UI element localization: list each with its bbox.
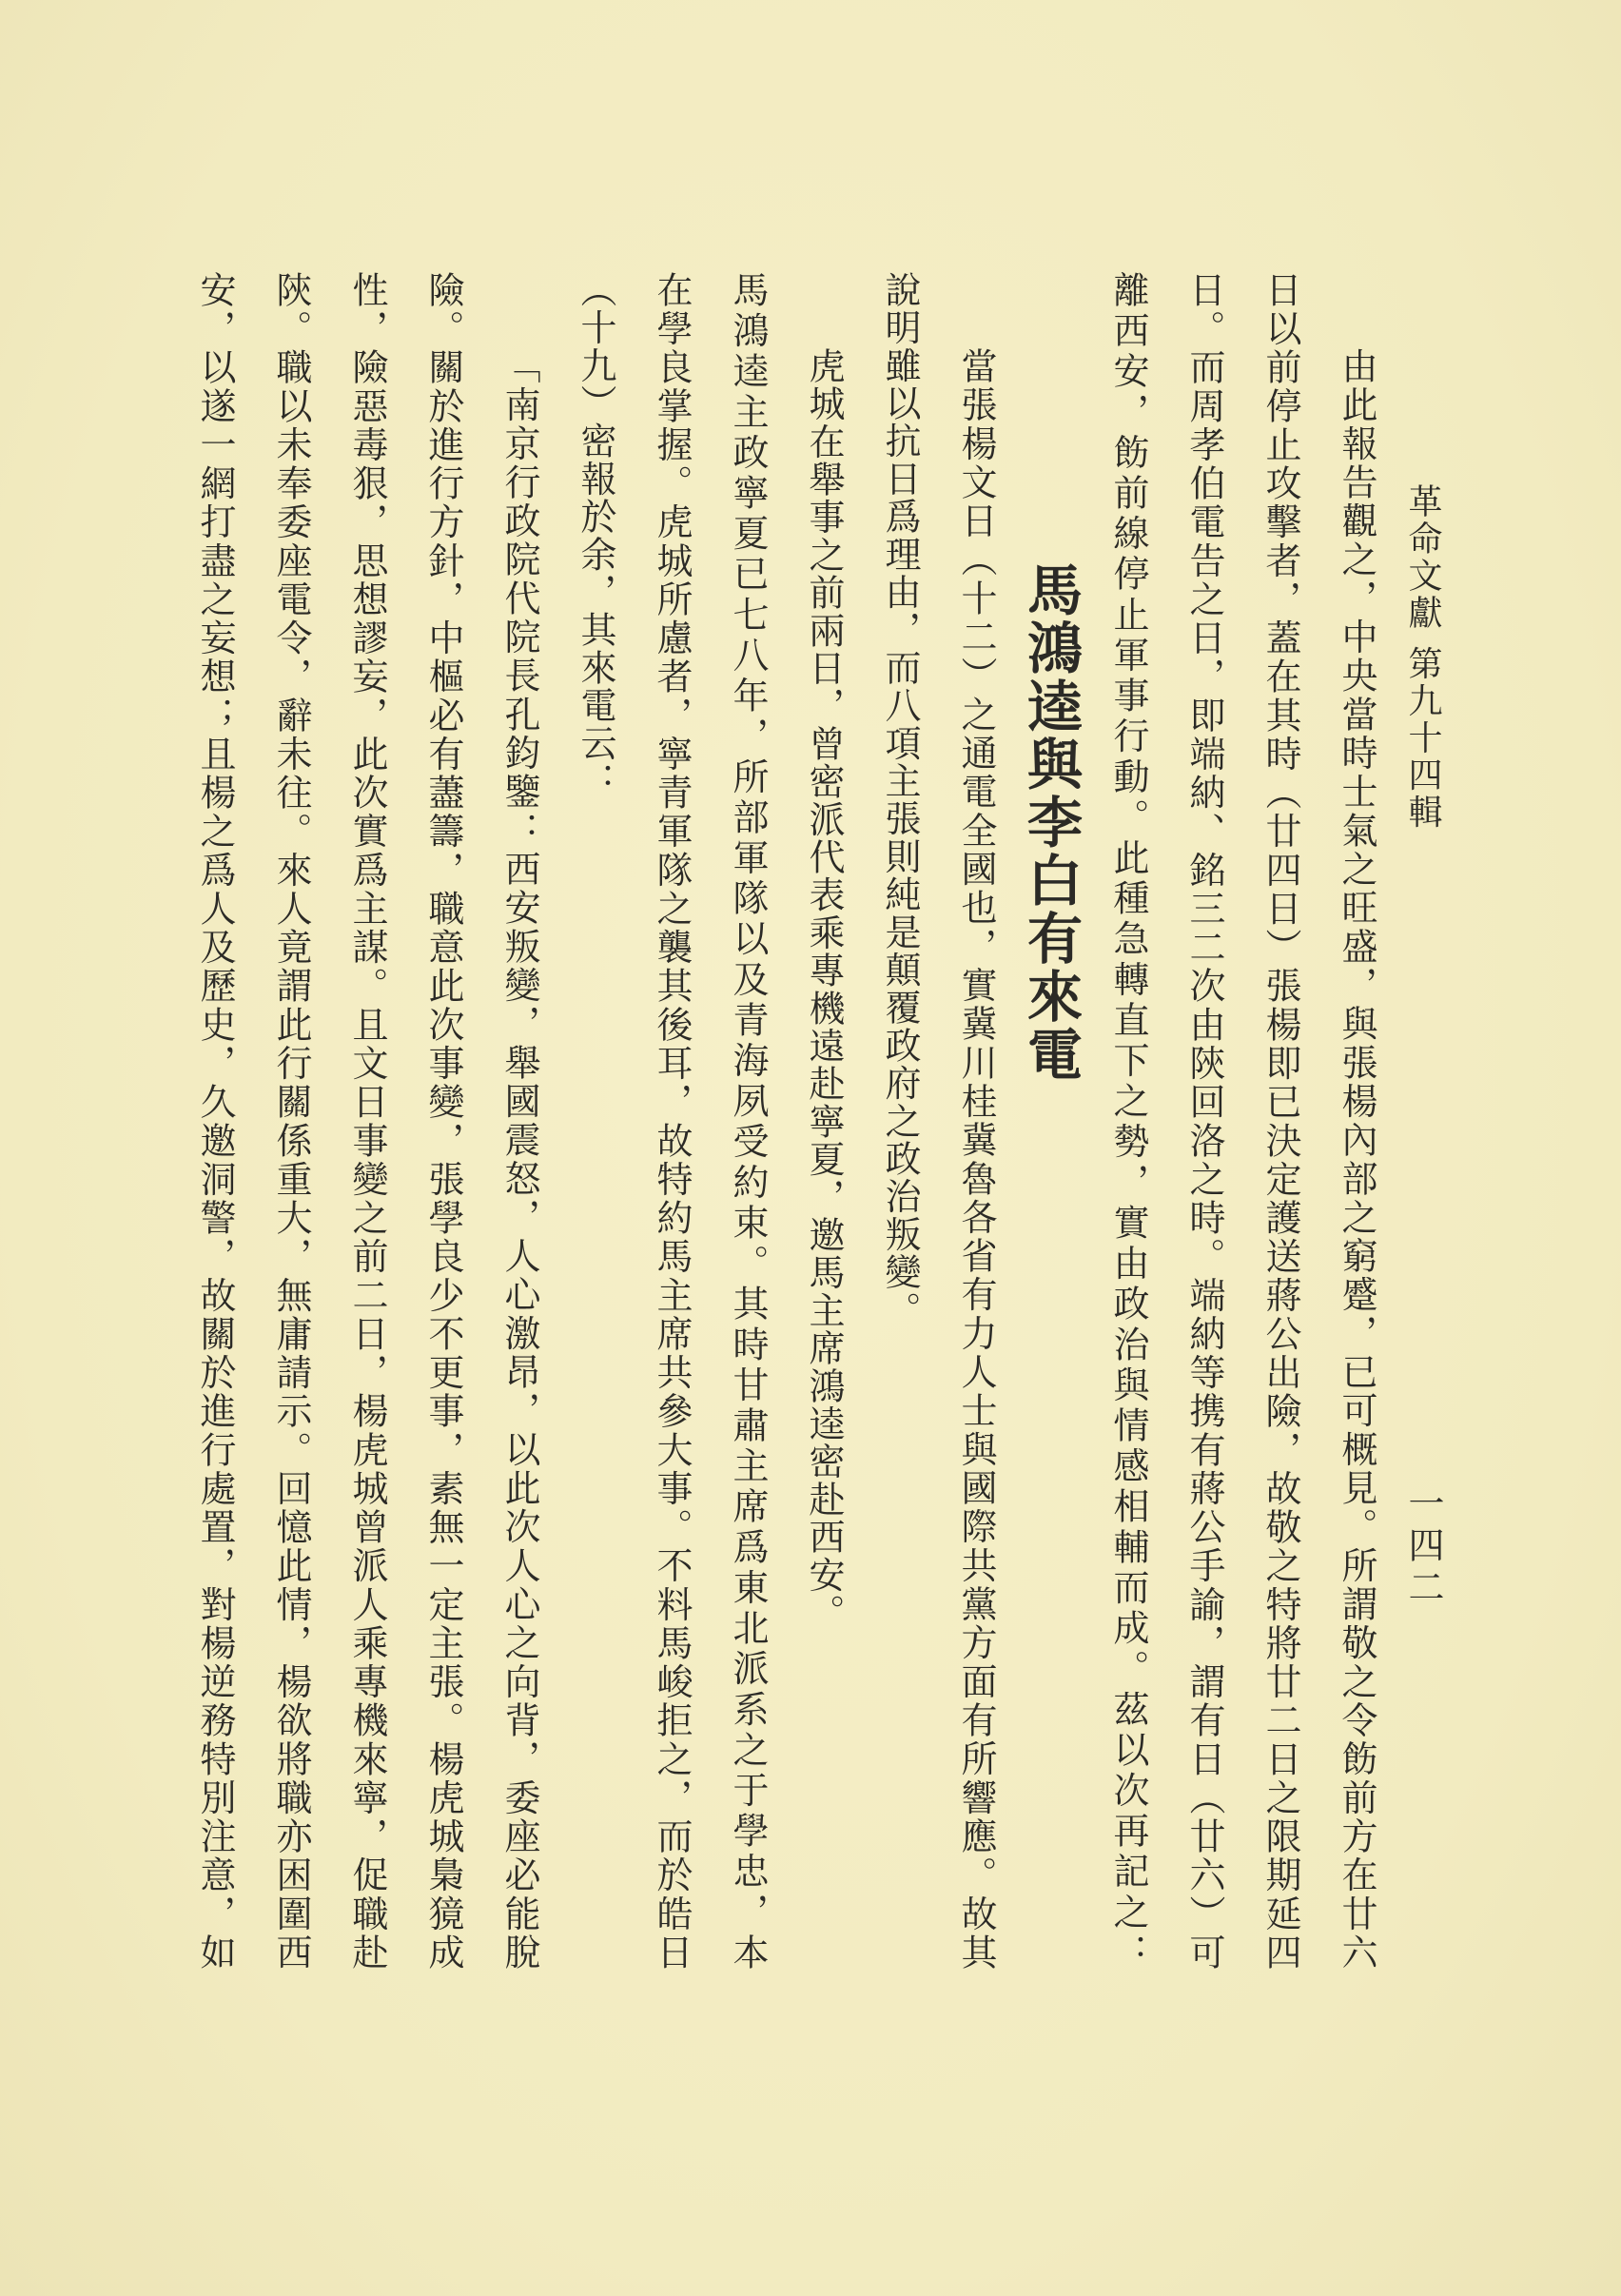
running-header: 革命文獻 第九十四輯 (1403, 483, 1442, 832)
text-column-2: 日以前停止攻擊者，蓋在其時（廿四日）張楊即已決定護送蔣公出險，故敬之特將廿二日之限期延四 (1260, 271, 1301, 1970)
page-number: 一四二 (1402, 1484, 1444, 1610)
text-column-13: 性，險惡毒狠，思想謬妄，此次實爲主謀。且文日事變之前二日，楊虎城曾派人乘專機來寧，促職赴 (346, 271, 388, 1970)
text-column-3: 日。而周孝伯電告之日，即端納、銘三二次由陝回洛之時。端納等携有蔣公手諭，謂有日（廿六）可 (1183, 271, 1225, 1970)
text-column-14: 陝。職以未奉委座電令，辭未往。來人竟謂此行關係重大，無庸請示。回憶此情，楊欲將職亦困圍西 (270, 271, 312, 1970)
text-column-1: 由此報告觀之，中央當時士氣之旺盛，與張楊內部之窮蹙，已可概見。所謂敬之令飭前方在廿六 (1336, 347, 1377, 1970)
text-column-4: 離西安，飭前線停止軍事行動。此種急轉直下之勢，實由政治與情感相輔而成。茲以次再記之： (1107, 271, 1149, 1970)
text-column-11: 「南京行政院代院長孔鈞鑒：西安叛變，舉國震怒，人心激昂，以此次人心之向背，委座必能脫 (498, 347, 540, 1970)
text-column-15: 安，以遂一網打盡之妄想；且楊之爲人及歷史，久邀洞警，故關於進行處置，對楊逆務特別注意，如 (194, 271, 236, 1970)
text-column-7: 虎城在舉事之前兩日，曾密派代表乘專機遠赴寧夏，邀馬主席鴻逵密赴西安。 (803, 347, 845, 1632)
text-column-8: 馬鴻逵主政寧夏已七八年，所部軍隊以及青海夙受約束。其時甘肅主席爲東北派系之于學忠，本 (727, 271, 769, 1970)
text-column-6: 說明雖以抗日爲理由，而八項主張則純是顛覆政府之政治叛變。 (879, 271, 921, 1329)
text-column-5: 當張楊文日（十二）之通電全國也，實冀川桂冀魯各省有力人士與國際共黨方面有所響應。故其 (955, 347, 997, 1970)
text-column-12: 險。關於進行方針，中樞必有藎籌，職意此次事變，張學良少不更事，素無一定主張。楊虎城梟獍成 (422, 271, 464, 1970)
text-column-9: 在學良掌握。虎城所慮者，寧青軍隊之襲其後耳，故特約馬主席共參大事。不料馬峻拒之，而於皓日 (651, 271, 693, 1970)
text-column-10: （十九）密報於余，其來電云： (575, 271, 616, 800)
section-title: 馬鴻逵與李白有來電 (1018, 561, 1083, 1084)
